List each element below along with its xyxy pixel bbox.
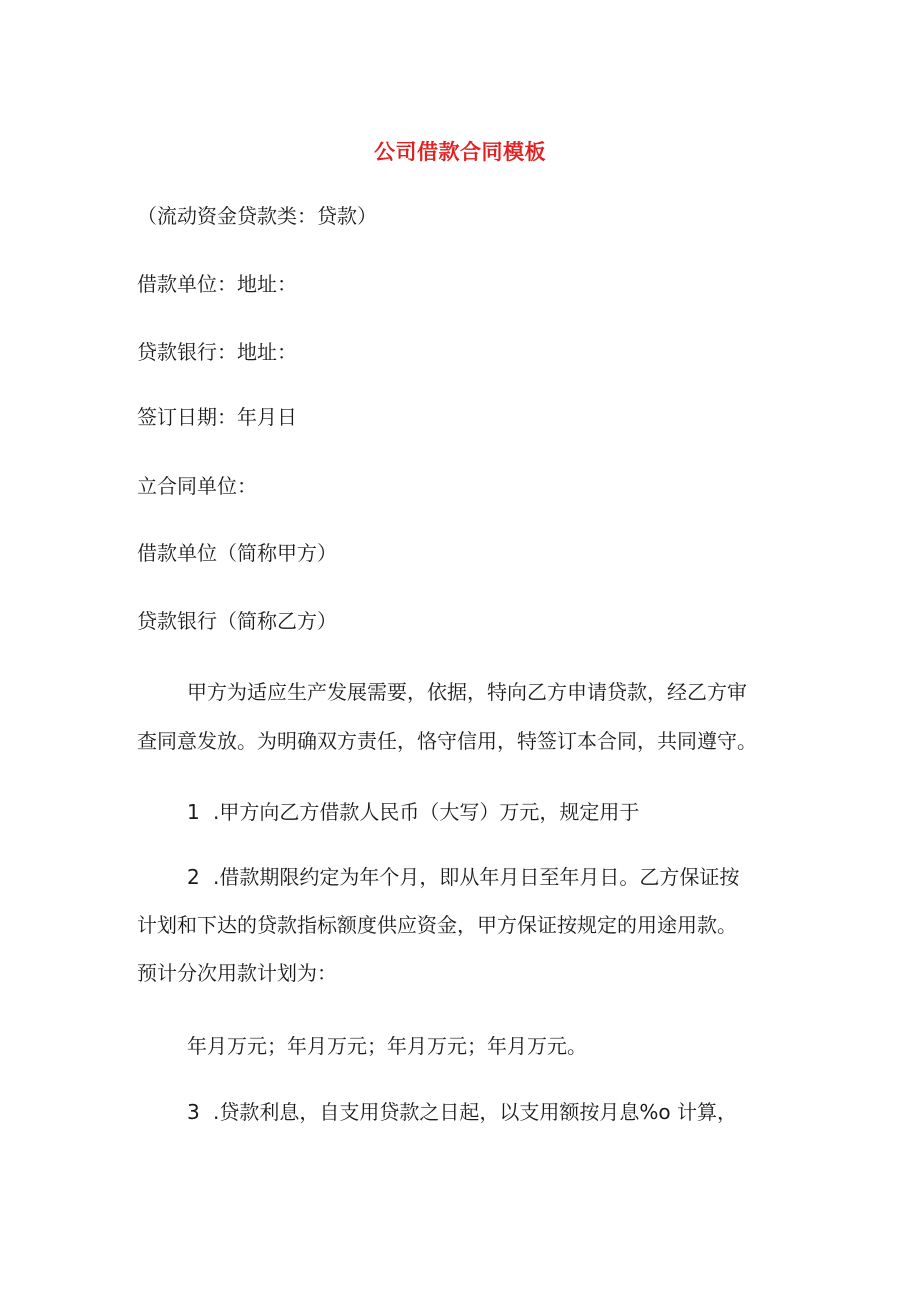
field-contract-parties: 立合同单位：: [137, 474, 257, 498]
clause-2-text: .借款期限约定为年个月，即从年月日至年月日。乙方保证按: [213, 865, 740, 889]
clause-1-number: 1: [187, 800, 200, 824]
document-subtitle: （流动资金贷款类：贷款）: [137, 204, 377, 228]
clause-2-line-3: 预计分次用款计划为：: [137, 961, 337, 985]
field-party-b: 贷款银行（简称乙方）: [137, 609, 337, 633]
intro-line-2: 查同意发放。为明确双方责任，恪守信用，特签订本合同，共同遵守。: [137, 729, 757, 753]
field-bank-address: 贷款银行：地址：: [137, 340, 297, 364]
clause-2-line-2: 计划和下达的贷款指标额度供应资金，甲方保证按规定的用途用款。: [137, 913, 737, 937]
document-title: 公司借款合同模板: [374, 140, 546, 164]
clause-3: [187, 1097, 737, 1127]
clause-3-text: .贷款利息，自支用贷款之日起，以支用额按月息%o 计算，: [213, 1100, 737, 1124]
field-signing-date: 签订日期：年月日: [137, 405, 297, 429]
clause-2-number: 2: [187, 865, 200, 889]
clause-3-number: 3: [187, 1100, 200, 1124]
clause-2-line-1: [187, 862, 739, 892]
field-party-a: 借款单位（简称甲方）: [137, 541, 337, 565]
field-borrower-address: 借款单位：地址：: [137, 272, 297, 296]
intro-line-1: 甲方为适应生产发展需要，依据，特向乙方申请贷款，经乙方审: [187, 680, 747, 704]
clause-1-text: .甲方向乙方借款人民币（大写）万元，规定用于: [213, 800, 640, 824]
clause-2-schedule: 年月万元；年月万元；年月万元；年月万元。: [187, 1034, 587, 1058]
clause-1: [187, 797, 639, 827]
